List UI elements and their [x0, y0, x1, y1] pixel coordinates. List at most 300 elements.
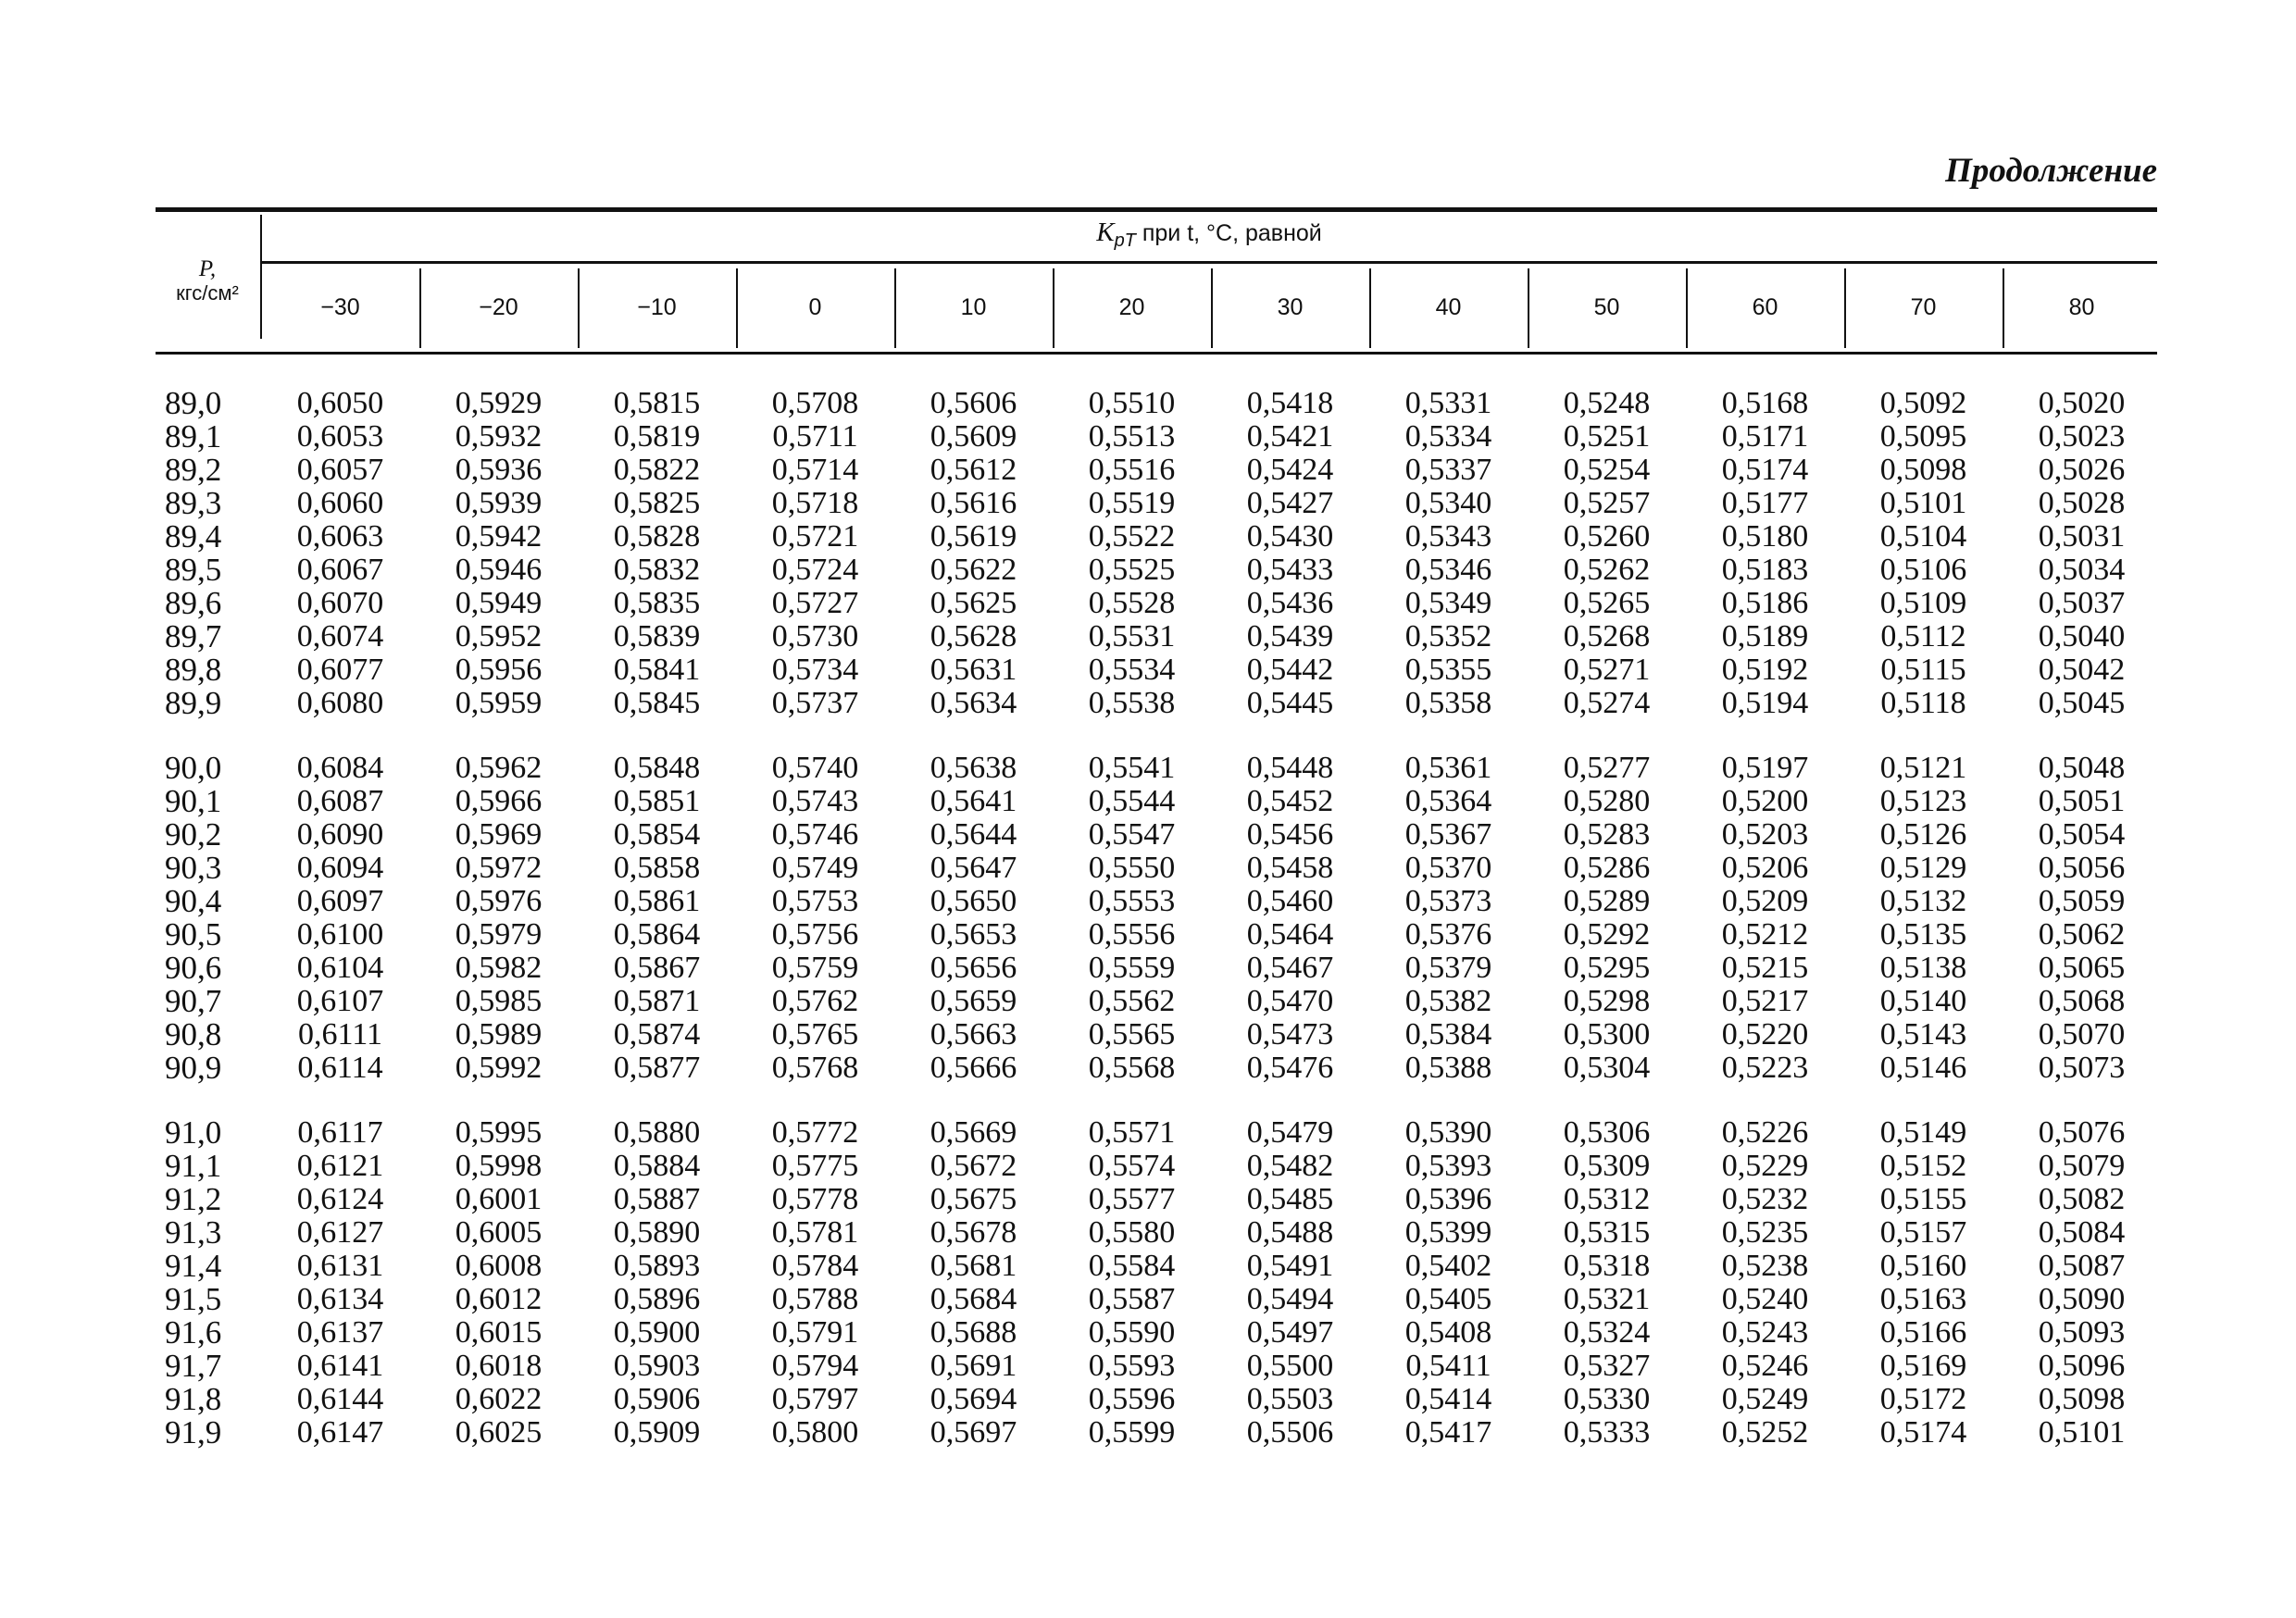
coefficient-cell: 0,5031 — [2038, 519, 2126, 554]
coefficient-cell: 0,6025 — [455, 1415, 543, 1450]
coefficient-cell: 0,5647 — [930, 851, 1017, 885]
coefficient-cell: 0,5653 — [930, 917, 1017, 952]
coefficient-cell: 0,5076 — [2038, 1115, 2126, 1150]
pressure-cell: 89,3 — [165, 485, 222, 521]
coefficient-cell: 0,5073 — [2038, 1051, 2126, 1085]
coefficient-subscript: pT — [1114, 230, 1136, 251]
coefficient-cell: 0,6008 — [455, 1249, 543, 1283]
temperature-header: 40 — [1435, 294, 1462, 320]
coefficient-cell: 0,5839 — [613, 619, 701, 653]
coefficient-cell: 0,5841 — [613, 653, 701, 687]
table-row — [157, 752, 2161, 785]
coefficient-cell: 0,5265 — [1563, 586, 1651, 620]
coefficient-cell: 0,5235 — [1721, 1215, 1809, 1250]
table-row — [157, 818, 2161, 852]
temperature-header: 30 — [1277, 294, 1304, 320]
coefficient-cell: 0,5163 — [1879, 1282, 1967, 1316]
coefficient-cell: 0,5464 — [1246, 917, 1334, 952]
coefficient-cell: 0,5246 — [1721, 1349, 1809, 1383]
coefficient-cell: 0,5528 — [1088, 586, 1176, 620]
coefficient-cell: 0,5427 — [1246, 486, 1334, 520]
coefficient-cell: 0,5421 — [1246, 419, 1334, 454]
coefficient-cell: 0,5711 — [772, 419, 858, 454]
coefficient-cell: 0,5379 — [1404, 951, 1492, 985]
coefficient-cell: 0,6060 — [296, 486, 384, 520]
coefficient-cell: 0,6063 — [296, 519, 384, 554]
coefficient-cell: 0,5503 — [1246, 1382, 1334, 1416]
coefficient-cell: 0,5456 — [1246, 817, 1334, 852]
coefficient-cell: 0,5330 — [1563, 1382, 1651, 1416]
coefficient-cell: 0,5510 — [1088, 386, 1176, 420]
coefficient-cell: 0,6147 — [296, 1415, 384, 1450]
coefficient-header-text: при t, °C, равной — [1142, 220, 1322, 246]
coefficient-cell: 0,5900 — [613, 1315, 701, 1350]
pressure-cell: 91,3 — [165, 1214, 222, 1251]
coefficient-cell: 0,5553 — [1088, 884, 1176, 918]
coefficient-cell: 0,5289 — [1563, 884, 1651, 918]
table-row — [157, 387, 2161, 420]
coefficient-cell: 0,6094 — [296, 851, 384, 885]
pressure-cell: 89,6 — [165, 585, 222, 621]
coefficient-cell: 0,5864 — [613, 917, 701, 952]
coefficient-cell: 0,5417 — [1404, 1415, 1492, 1450]
coefficient-cell: 0,5197 — [1721, 751, 1809, 785]
pressure-cell: 89,7 — [165, 618, 222, 654]
coefficient-cell: 0,5414 — [1404, 1382, 1492, 1416]
coefficient-cell: 0,5861 — [613, 884, 701, 918]
coefficient-cell: 0,5132 — [1879, 884, 1967, 918]
coefficient-cell: 0,5599 — [1088, 1415, 1176, 1450]
coefficient-cell: 0,5223 — [1721, 1051, 1809, 1085]
coefficient-cell: 0,5784 — [771, 1249, 859, 1283]
temperature-header: 70 — [1910, 294, 1937, 320]
pressure-cell: 91,4 — [165, 1248, 222, 1284]
coefficient-cell: 0,5376 — [1404, 917, 1492, 952]
coefficient-cell: 0,5271 — [1563, 653, 1651, 687]
coefficient-cell: 0,5669 — [930, 1115, 1017, 1150]
coefficient-cell: 0,5109 — [1879, 586, 1967, 620]
coefficient-cell: 0,5714 — [771, 453, 859, 487]
coefficient-cell: 0,5212 — [1721, 917, 1809, 952]
coefficient-cell: 0,6087 — [296, 784, 384, 818]
coefficient-cell: 0,5819 — [613, 419, 701, 454]
pressure-cell: 91,5 — [165, 1281, 222, 1317]
coefficient-cell: 0,5251 — [1563, 419, 1651, 454]
coefficient-cell: 0,5026 — [2038, 453, 2126, 487]
coefficient-cell: 0,5681 — [930, 1249, 1017, 1283]
coefficient-cell: 0,5405 — [1404, 1282, 1492, 1316]
coefficient-cell: 0,5215 — [1721, 951, 1809, 985]
coefficient-cell: 0,5194 — [1721, 686, 1809, 720]
coefficient-cell: 0,5123 — [1879, 784, 1967, 818]
coefficient-cell: 0,5040 — [2038, 619, 2126, 653]
coefficient-cell: 0,5169 — [1879, 1349, 1967, 1383]
coefficient-cell: 0,5200 — [1721, 784, 1809, 818]
coefficient-cell: 0,5436 — [1246, 586, 1334, 620]
coefficient-cell: 0,5352 — [1404, 619, 1492, 653]
coefficient-cell: 0,5753 — [771, 884, 859, 918]
coefficient-cell: 0,5506 — [1246, 1415, 1334, 1450]
pressure-cell: 89,9 — [165, 685, 222, 721]
coefficient-cell: 0,5672 — [930, 1149, 1017, 1183]
table-row — [157, 587, 2161, 620]
coefficient-cell: 0,5098 — [2038, 1382, 2126, 1416]
coefficient-cell: 0,5062 — [2038, 917, 2126, 952]
coefficient-cell: 0,5101 — [2038, 1415, 2126, 1450]
coefficient-cell: 0,5622 — [930, 553, 1017, 587]
coefficient-cell: 0,5337 — [1404, 453, 1492, 487]
coefficient-cell: 0,5737 — [771, 686, 859, 720]
coefficient-cell: 0,5051 — [2038, 784, 2126, 818]
coefficient-cell: 0,5587 — [1088, 1282, 1176, 1316]
coefficient-cell: 0,5252 — [1721, 1415, 1809, 1450]
coefficient-cell: 0,6074 — [296, 619, 384, 653]
coefficient-cell: 0,5183 — [1721, 553, 1809, 587]
coefficient-cell: 0,5096 — [2038, 1349, 2126, 1383]
temperature-column-separator — [1686, 268, 1688, 348]
coefficient-cell: 0,5121 — [1879, 751, 1967, 785]
coefficient-cell: 0,5370 — [1404, 851, 1492, 885]
coefficient-cell: 0,5568 — [1088, 1051, 1176, 1085]
coefficient-cell: 0,5209 — [1721, 884, 1809, 918]
coefficient-cell: 0,5815 — [613, 386, 701, 420]
coefficient-cell: 0,5309 — [1563, 1149, 1651, 1183]
coefficient-cell: 0,5556 — [1088, 917, 1176, 952]
coefficient-cell: 0,5936 — [455, 453, 543, 487]
coefficient-cell: 0,5358 — [1404, 686, 1492, 720]
coefficient-cell: 0,5458 — [1246, 851, 1334, 885]
coefficient-cell: 0,6084 — [296, 751, 384, 785]
coefficient-cell: 0,5160 — [1879, 1249, 1967, 1283]
coefficient-cell: 0,5519 — [1088, 486, 1176, 520]
table-row — [157, 520, 2161, 554]
coefficient-cell: 0,5424 — [1246, 453, 1334, 487]
coefficient-cell: 0,5324 — [1563, 1315, 1651, 1350]
coefficient-cell: 0,6001 — [455, 1182, 543, 1216]
pressure-cell: 90,1 — [165, 783, 222, 819]
coefficient-cell: 0,5684 — [930, 1282, 1017, 1316]
coefficient-cell: 0,5656 — [930, 951, 1017, 985]
coefficient-cell: 0,5300 — [1563, 1017, 1651, 1052]
coefficient-cell: 0,5982 — [455, 951, 543, 985]
coefficient-header — [261, 218, 2157, 252]
pressure-cell: 90,4 — [165, 883, 222, 919]
coefficient-symbol: K — [1096, 218, 1115, 247]
coefficient-cell: 0,5929 — [455, 386, 543, 420]
coefficient-cell: 0,5277 — [1563, 751, 1651, 785]
temperature-header: 20 — [1118, 294, 1145, 320]
coefficient-cell: 0,5488 — [1246, 1215, 1334, 1250]
coefficient-cell: 0,5093 — [2038, 1315, 2126, 1350]
coefficient-cell: 0,5628 — [930, 619, 1017, 653]
table-row — [157, 487, 2161, 520]
coefficient-cell: 0,5045 — [2038, 686, 2126, 720]
coefficient-cell: 0,5969 — [455, 817, 543, 852]
temperature-header: 50 — [1593, 294, 1620, 320]
coefficient-cell: 0,5794 — [771, 1349, 859, 1383]
coefficient-cell: 0,5979 — [455, 917, 543, 952]
coefficient-cell: 0,5874 — [613, 1017, 701, 1052]
coefficient-cell: 0,5740 — [771, 751, 859, 785]
coefficient-cell: 0,5765 — [771, 1017, 859, 1052]
coefficient-cell: 0,5688 — [930, 1315, 1017, 1350]
coefficient-cell: 0,5262 — [1563, 553, 1651, 587]
coefficient-cell: 0,5248 — [1563, 386, 1651, 420]
coefficient-cell: 0,5596 — [1088, 1382, 1176, 1416]
coefficient-cell: 0,5956 — [455, 653, 543, 687]
coefficient-cell: 0,5644 — [930, 817, 1017, 852]
coefficient-cell: 0,6053 — [296, 419, 384, 454]
coefficient-cell: 0,6070 — [296, 586, 384, 620]
coefficient-cell: 0,5445 — [1246, 686, 1334, 720]
coefficient-cell: 0,5274 — [1563, 686, 1651, 720]
coefficient-cell: 0,5095 — [1879, 419, 1967, 454]
coefficient-cell: 0,5884 — [613, 1149, 701, 1183]
coefficient-cell: 0,5525 — [1088, 553, 1176, 587]
coefficient-cell: 0,5577 — [1088, 1182, 1176, 1216]
continuation-caption: Продолжение — [1945, 152, 2157, 190]
coefficient-cell: 0,5721 — [771, 519, 859, 554]
coefficient-cell: 0,5756 — [771, 917, 859, 952]
coefficient-cell: 0,5331 — [1404, 386, 1492, 420]
coefficient-cell: 0,5500 — [1246, 1349, 1334, 1383]
pressure-cell: 90,2 — [165, 816, 222, 853]
pressure-block — [157, 752, 2161, 1085]
coefficient-cell: 0,5845 — [613, 686, 701, 720]
coefficient-cell: 0,6067 — [296, 553, 384, 587]
coefficient-cell: 0,6077 — [296, 653, 384, 687]
coefficient-cell: 0,5171 — [1721, 419, 1809, 454]
coefficient-cell: 0,5797 — [771, 1382, 859, 1416]
coefficient-cell: 0,5513 — [1088, 419, 1176, 454]
coefficient-cell: 0,6080 — [296, 686, 384, 720]
coefficient-cell: 0,5079 — [2038, 1149, 2126, 1183]
coefficient-cell: 0,5129 — [1879, 851, 1967, 885]
coefficient-cell: 0,5867 — [613, 951, 701, 985]
coefficient-cell: 0,5559 — [1088, 951, 1176, 985]
coefficient-cell: 0,5143 — [1879, 1017, 1967, 1052]
coefficient-cell: 0,5206 — [1721, 851, 1809, 885]
coefficient-cell: 0,5054 — [2038, 817, 2126, 852]
coefficient-cell: 0,5932 — [455, 419, 543, 454]
coefficient-cell: 0,5321 — [1563, 1282, 1651, 1316]
coefficient-cell: 0,5232 — [1721, 1182, 1809, 1216]
pressure-cell: 91,9 — [165, 1414, 222, 1450]
coefficient-cell: 0,5590 — [1088, 1315, 1176, 1350]
coefficient-cell: 0,5768 — [771, 1051, 859, 1085]
coefficient-cell: 0,5243 — [1721, 1315, 1809, 1350]
coefficient-cell: 0,5759 — [771, 951, 859, 985]
coefficient-cell: 0,5257 — [1563, 486, 1651, 520]
coefficient-cell: 0,5976 — [455, 884, 543, 918]
coefficient-cell: 0,5346 — [1404, 553, 1492, 587]
temperature-header: 0 — [808, 294, 822, 320]
coefficient-cell: 0,5962 — [455, 751, 543, 785]
coefficient-cell: 0,5903 — [613, 1349, 701, 1383]
coefficient-cell: 0,5467 — [1246, 951, 1334, 985]
coefficient-cell: 0,5146 — [1879, 1051, 1967, 1085]
table-row — [157, 420, 2161, 454]
table-row — [157, 785, 2161, 818]
coefficient-cell: 0,5048 — [2038, 751, 2126, 785]
coefficient-cell: 0,5092 — [1879, 386, 1967, 420]
temperature-header: −20 — [479, 294, 518, 320]
coefficient-cell: 0,5476 — [1246, 1051, 1334, 1085]
coefficient-cell: 0,5942 — [455, 519, 543, 554]
coefficient-cell: 0,5186 — [1721, 586, 1809, 620]
coefficient-cell: 0,6057 — [296, 453, 384, 487]
coefficient-cell: 0,5056 — [2038, 851, 2126, 885]
temperature-column-separator — [1844, 268, 1846, 348]
coefficient-cell: 0,6090 — [296, 817, 384, 852]
coefficient-cell: 0,5619 — [930, 519, 1017, 554]
coefficient-cell: 0,5538 — [1088, 686, 1176, 720]
coefficient-cell: 0,5059 — [2038, 884, 2126, 918]
coefficient-cell: 0,5494 — [1246, 1282, 1334, 1316]
table-row — [157, 1052, 2161, 1085]
coefficient-cell: 0,5909 — [613, 1415, 701, 1450]
coefficient-cell: 0,5126 — [1879, 817, 1967, 852]
coefficient-cell: 0,5084 — [2038, 1215, 2126, 1250]
temperature-column-separator — [1528, 268, 1529, 348]
coefficient-cell: 0,5340 — [1404, 486, 1492, 520]
coefficient-cell: 0,5877 — [613, 1051, 701, 1085]
coefficient-cell: 0,5497 — [1246, 1315, 1334, 1350]
coefficient-cell: 0,5280 — [1563, 784, 1651, 818]
coefficient-cell: 0,5460 — [1246, 884, 1334, 918]
pressure-cell: 89,1 — [165, 418, 222, 454]
coefficient-cell: 0,5727 — [771, 586, 859, 620]
coefficient-cell: 0,5268 — [1563, 619, 1651, 653]
coefficient-cell: 0,5240 — [1721, 1282, 1809, 1316]
coefficient-cell: 0,5174 — [1721, 453, 1809, 487]
coefficient-cell: 0,5249 — [1721, 1382, 1809, 1416]
coefficient-cell: 0,5562 — [1088, 984, 1176, 1018]
table-row — [157, 1316, 2161, 1350]
coefficient-cell: 0,6121 — [296, 1149, 384, 1183]
table-row — [157, 885, 2161, 918]
coefficient-cell: 0,5448 — [1246, 751, 1334, 785]
coefficient-cell: 0,5939 — [455, 486, 543, 520]
coefficient-cell: 0,5037 — [2038, 586, 2126, 620]
coefficient-cell: 0,5343 — [1404, 519, 1492, 554]
coefficient-cell: 0,5906 — [613, 1382, 701, 1416]
pressure-block — [157, 1116, 2161, 1450]
coefficient-cell: 0,5065 — [2038, 951, 2126, 985]
coefficient-cell: 0,6124 — [296, 1182, 384, 1216]
coefficient-cell: 0,5226 — [1721, 1115, 1809, 1150]
table-row — [157, 918, 2161, 952]
coefficient-cell: 0,5166 — [1879, 1315, 1967, 1350]
coefficient-cell: 0,5650 — [930, 884, 1017, 918]
table-row — [157, 1183, 2161, 1216]
coefficient-cell: 0,5730 — [771, 619, 859, 653]
coefficient-cell: 0,5189 — [1721, 619, 1809, 653]
temperature-column-separator — [894, 268, 896, 348]
coefficient-cell: 0,5659 — [930, 984, 1017, 1018]
coefficient-cell: 0,5408 — [1404, 1315, 1492, 1350]
coefficient-cell: 0,5106 — [1879, 553, 1967, 587]
pressure-cell: 91,2 — [165, 1181, 222, 1217]
coefficient-cell: 0,5762 — [771, 984, 859, 1018]
coefficient-cell: 0,5828 — [613, 519, 701, 554]
coefficient-cell: 0,6144 — [296, 1382, 384, 1416]
table-row — [157, 852, 2161, 885]
coefficient-cell: 0,5402 — [1404, 1249, 1492, 1283]
table-row — [157, 1283, 2161, 1316]
table-row — [157, 1018, 2161, 1052]
coefficient-cell: 0,5788 — [771, 1282, 859, 1316]
table-row — [157, 985, 2161, 1018]
pressure-cell: 91,8 — [165, 1381, 222, 1417]
coefficient-cell: 0,5355 — [1404, 653, 1492, 687]
temperature-column-separator — [419, 268, 421, 348]
coefficient-cell: 0,5367 — [1404, 817, 1492, 852]
temperature-header: −10 — [637, 294, 677, 320]
coefficient-cell: 0,5800 — [771, 1415, 859, 1450]
coefficient-cell: 0,5028 — [2038, 486, 2126, 520]
coefficient-cell: 0,5593 — [1088, 1349, 1176, 1383]
pressure-cell: 91,6 — [165, 1314, 222, 1350]
coefficient-cell: 0,5565 — [1088, 1017, 1176, 1052]
coefficient-cell: 0,5304 — [1563, 1051, 1651, 1085]
coefficient-cell: 0,5327 — [1563, 1349, 1651, 1383]
temperature-header: 60 — [1752, 294, 1778, 320]
coefficient-cell: 0,5390 — [1404, 1115, 1492, 1150]
coefficient-cell: 0,5020 — [2038, 386, 2126, 420]
coefficient-cell: 0,5104 — [1879, 519, 1967, 554]
coefficient-cell: 0,5694 — [930, 1382, 1017, 1416]
coefficient-cell: 0,5547 — [1088, 817, 1176, 852]
coefficient-cell: 0,6127 — [296, 1215, 384, 1250]
coefficient-cell: 0,5708 — [771, 386, 859, 420]
coefficient-cell: 0,6131 — [296, 1249, 384, 1283]
table-row — [157, 1250, 2161, 1283]
temperature-column-separator — [1211, 268, 1213, 348]
coefficient-cell: 0,5734 — [771, 653, 859, 687]
coefficient-cell: 0,5192 — [1721, 653, 1809, 687]
coefficient-cell: 0,5364 — [1404, 784, 1492, 818]
coefficient-cell: 0,6022 — [455, 1382, 543, 1416]
coefficient-cell: 0,5384 — [1404, 1017, 1492, 1052]
coefficient-cell: 0,5315 — [1563, 1215, 1651, 1250]
coefficient-cell: 0,5606 — [930, 386, 1017, 420]
coefficient-cell: 0,6018 — [455, 1349, 543, 1383]
coefficient-cell: 0,5550 — [1088, 851, 1176, 885]
coefficient-cell: 0,5746 — [771, 817, 859, 852]
coefficient-cell: 0,5034 — [2038, 553, 2126, 587]
pressure-cell: 90,6 — [165, 950, 222, 986]
coefficient-cell: 0,5298 — [1563, 984, 1651, 1018]
coefficient-cell: 0,5396 — [1404, 1182, 1492, 1216]
coefficient-cell: 0,5584 — [1088, 1249, 1176, 1283]
coefficient-cell: 0,5522 — [1088, 519, 1176, 554]
coefficient-cell: 0,5439 — [1246, 619, 1334, 653]
coefficient-cell: 0,5442 — [1246, 653, 1334, 687]
coefficient-cell: 0,5470 — [1246, 984, 1334, 1018]
temperature-column-separator — [1369, 268, 1371, 348]
coefficient-cell: 0,5893 — [613, 1249, 701, 1283]
coefficient-cell: 0,5871 — [613, 984, 701, 1018]
coefficient-cell: 0,5393 — [1404, 1149, 1492, 1183]
coefficient-cell: 0,5138 — [1879, 951, 1967, 985]
coefficient-cell: 0,5724 — [771, 553, 859, 587]
coefficient-cell: 0,5749 — [771, 851, 859, 885]
coefficient-cell: 0,5848 — [613, 751, 701, 785]
coefficient-cell: 0,5140 — [1879, 984, 1967, 1018]
pressure-cell: 90,7 — [165, 983, 222, 1019]
table-row — [157, 687, 2161, 720]
